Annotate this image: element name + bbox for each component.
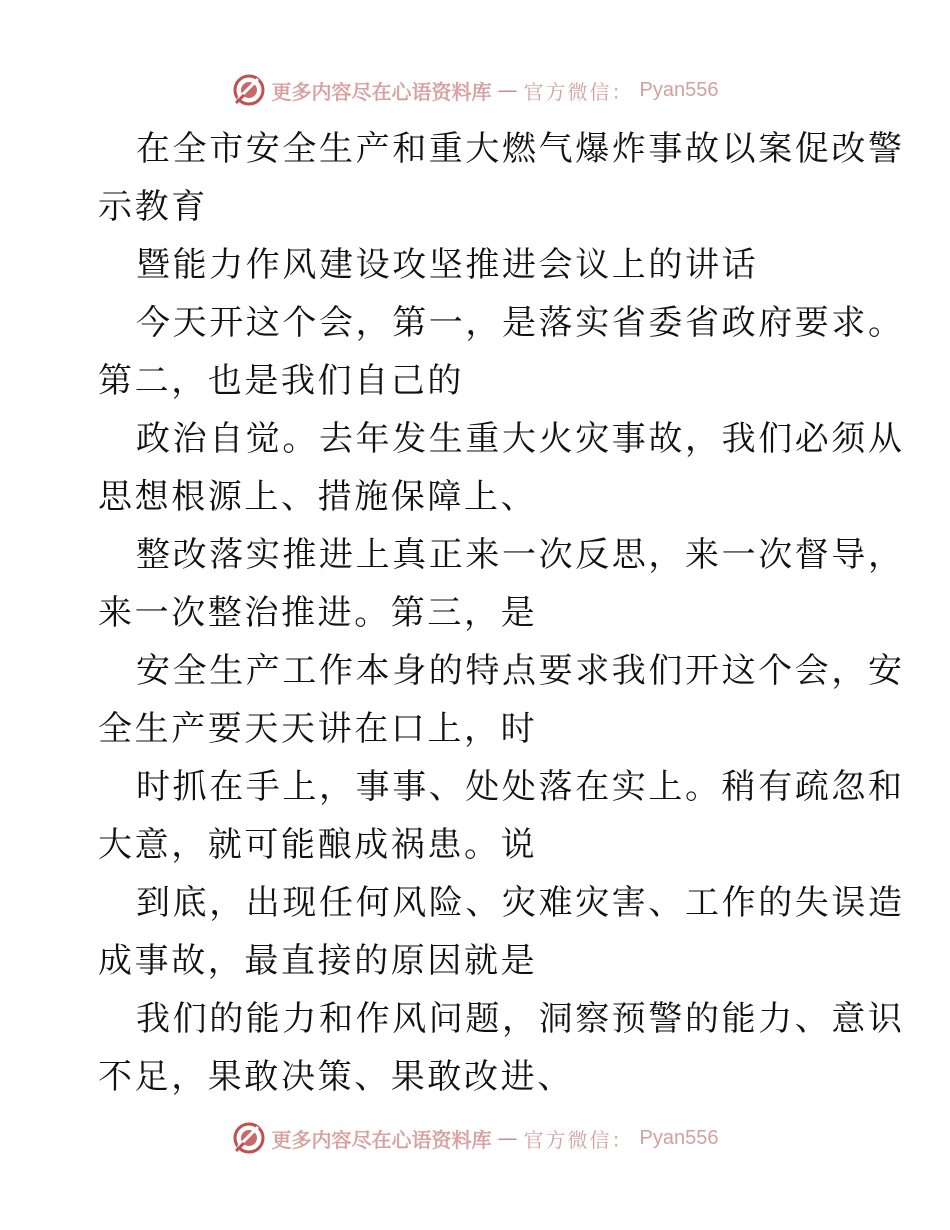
text-line: 不足，果敢决策、果敢改进、 [98, 1057, 574, 1097]
watermark-wechat-id: Pyan556 [639, 1126, 719, 1149]
document-body [98, 120, 905, 1106]
text-line: 在全市安全生产和重大燃气爆炸事故以案促改警 [136, 129, 905, 169]
watermark-dash: — [497, 78, 518, 102]
text-line: 安全生产工作本身的特点要求我们开这个会，安 [136, 651, 905, 691]
text-line: 时抓在手上，事事、处处落在实上。稍有疏忽和 [136, 767, 905, 807]
watermark-text: 更多内容尽在心语资料库 [271, 1127, 492, 1152]
text-line: 整改落实推进上真正来一次反思，来一次督导， [136, 535, 905, 575]
text-line: 今天开这个会，第一，是落实省委省政府要求。 [136, 303, 905, 343]
watermark-text: 更多内容尽在心语资料库 [271, 79, 492, 104]
brand-logo-icon [232, 73, 266, 107]
watermark-dash: — [497, 1126, 518, 1150]
text-line: 大意，就可能酿成祸患。说 [98, 825, 538, 865]
text-line: 成事故，最直接的原因就是 [98, 941, 538, 981]
watermark-wechat-label: 官方微信： [523, 79, 634, 104]
text-line: 暨能力作风建设攻坚推进会议上的讲话 [136, 245, 759, 285]
text-line: 政治自觉。去年发生重大火灾事故，我们必须从 [136, 419, 905, 459]
text-line: 第二，也是我们自己的 [98, 361, 464, 401]
text-line: 来一次整治推进。第三，是 [98, 593, 538, 633]
header-watermark [0, 70, 950, 110]
text-line: 全生产要天天讲在口上，时 [98, 709, 538, 749]
text-line: 示教育 [98, 187, 208, 227]
text-line: 我们的能力和作风问题，洞察预警的能力、意识 [136, 999, 905, 1039]
watermark-wechat-label: 官方微信： [523, 1127, 634, 1152]
footer-watermark [0, 1118, 950, 1158]
watermark-wechat-id: Pyan556 [639, 78, 719, 101]
text-line: 思想根源上、措施保障上、 [98, 477, 538, 517]
brand-logo-icon [232, 1121, 266, 1155]
text-line: 到底，出现任何风险、灾难灾害、工作的失误造 [136, 883, 905, 923]
